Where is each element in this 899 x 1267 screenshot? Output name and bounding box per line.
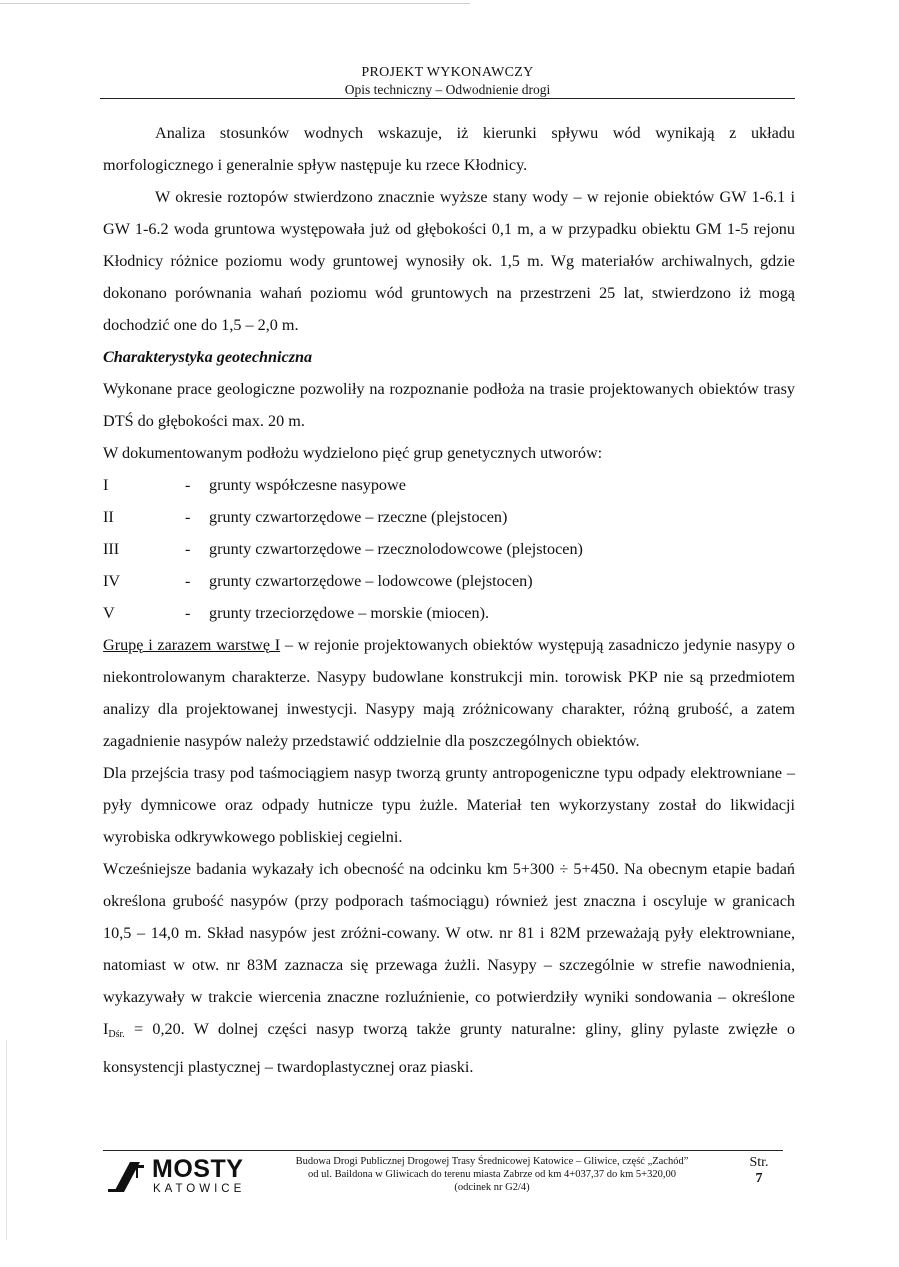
section-heading-geotechnical: Charakterystyka geotechniczna: [103, 348, 313, 366]
company-logo: [106, 1157, 256, 1197]
page-label: Str.: [749, 1155, 769, 1170]
paragraph-thaw-levels: W okresie roztopów stwierdzono znacznie wyższe stany wody – w rejonie obiektów GW 1-6.1 i GW 1-6.2 woda gruntowa występowała już od głębokości 0,1 m, a w przypadku obiektu GM 1-5 rejonu Kłodnicy różnice poziomu wody gruntowej wynosiły ok. 1,5 m. Wg materiałów archiwalnych, gdzie dokonano porównania wahań poziomu wód gruntowych na przestrzeni 25 lat, stwierdzono iż mogą dochodzić one do 1,5 – 2,0 m.: [103, 188, 795, 334]
group-dash: -: [185, 476, 191, 494]
group-dash: -: [185, 508, 191, 526]
document-body: [103, 117, 795, 1083]
page-number-block: [742, 1155, 776, 1187]
list-item: [103, 597, 795, 629]
group-number: I: [103, 476, 109, 494]
group-dash: -: [185, 604, 191, 622]
paragraph-water-flow: Analiza stosunków wodnych wskazuje, iż kierunki spływu wód wynikają z układu morfologicznego i generalnie spływ następuje ku rzece Kłodnicy.: [103, 124, 795, 174]
paragraph-group-one: [103, 629, 795, 757]
header-subtitle: Opis techniczny – Odwodnienie drogi: [344, 82, 551, 97]
paragraph-group-one-text: – w rejonie projektowanych obiektów występują zasadniczo jedynie nasypy o niekontrolowanym charakterze. Nasypy budowlane konstrukcji min. torowisk PKP nie są przedmiotem analizy dla projektowanej inwestycji. Nasypy mają zróżnicowany charakter, różną grubość, a zatem zagadnienie nasypów należy przedstawić oddzielnie dla poszczególnych obiektów.: [103, 636, 795, 750]
list-item: [103, 469, 795, 501]
list-item: [103, 565, 795, 597]
group-number: IV: [103, 572, 121, 590]
list-item: [103, 501, 795, 533]
underlined-term: Grupę i zarazem warstwę I: [103, 636, 281, 654]
scan-artifact-margin: [6, 1040, 7, 1240]
logo-wordmark: MOSTY: [152, 1155, 244, 1183]
group-number: III: [103, 540, 120, 558]
footer-project-info: [262, 1155, 722, 1194]
paragraph-conveyor-crossing: Dla przejścia trasy pod taśmociągiem nasyp tworzą grunty antropogeniczne typu odpady elektrowniane – pyły dymnicowe oraz odpady hutnicze typu żużle. Materiał ten wykorzystany został do likwidacji wyrobiska odkrywkowego pobliskiej cegielni.: [103, 764, 795, 846]
header-divider: [100, 98, 795, 99]
subscript-dsr: Dśr.: [108, 1029, 125, 1040]
group-number: V: [103, 604, 115, 622]
group-description: grunty czwartorzędowe – lodowcowe (plejstocen): [209, 572, 533, 590]
scan-artifact-line: [0, 3, 470, 4]
group-number: II: [103, 508, 114, 526]
group-dash: -: [185, 540, 191, 558]
footer-line-1: Budowa Drogi Publicznej Drogowej Trasy Średnicowej Katowice – Gliwice, część „Zachód”: [295, 1156, 689, 1167]
footer-divider: [103, 1150, 783, 1151]
page-number: 7: [755, 1171, 763, 1186]
group-description: grunty trzeciorzędowe – morskie (miocen).: [209, 604, 490, 622]
group-description: grunty czwartorzędowe – rzecznolodowcowe (plejstocen): [209, 540, 583, 558]
paragraph-geological-works: Wykonane prace geologiczne pozwoliły na rozpoznanie podłoża na trasie projektowanych obiektów trasy DTŚ do głębokości max. 20 m.: [103, 380, 795, 430]
bridge-logo-icon: [106, 1160, 146, 1194]
group-dash: -: [185, 572, 191, 590]
footer-line-3: (odcinek nr G2/4): [454, 1182, 530, 1193]
header-title: PROJEKT WYKONAWCZY: [361, 65, 534, 80]
paragraph-earlier-research-text: Wcześniejsze badania wykazały ich obecność na odcinku km 5+300 ÷ 5+450. Na obecnym etapie badań określona grubość nasypów (przy podporach taśmociągu) również jest znaczna i oscyluje w granicach 10,5 – 14,0 m. Skład nasypów jest zróżni-cowany. W otw. nr 81 i 82M przeważają pyły elektrowniane, natomiast w otw. nr 83M zaznacza się przewaga żużli. Nasypy – szczególnie w strefie nawodnienia, wykazywały w trakcie wiercenia znaczne rozluźnienie, co potwierdziły wyniki sondowania – określone I: [103, 860, 795, 1038]
paragraph-earlier-research-end: = 0,20. W dolnej części nasyp tworzą także grunty naturalne: gliny, gliny pylaste zwięzłe o konsystencji plastycznej – twardoplastycznej oraz piaski.: [103, 1020, 795, 1076]
paragraph-groups-intro: W dokumentowanym podłożu wydzielono pięć grup genetycznych utworów:: [103, 444, 603, 462]
logo-city: KATOWICE: [153, 1183, 246, 1195]
list-item: [103, 533, 795, 565]
group-description: grunty czwartorzędowe – rzeczne (plejstocen): [209, 508, 508, 526]
page-header: [100, 64, 795, 98]
group-description: grunty współczesne nasypowe: [209, 476, 406, 494]
genetic-groups-list: [103, 469, 795, 629]
footer-line-2: od ul. Baildona w Gliwicach do terenu miasta Zabrze od km 4+037,37 do km 5+320,00: [308, 1169, 676, 1180]
paragraph-earlier-research: [103, 853, 795, 1083]
